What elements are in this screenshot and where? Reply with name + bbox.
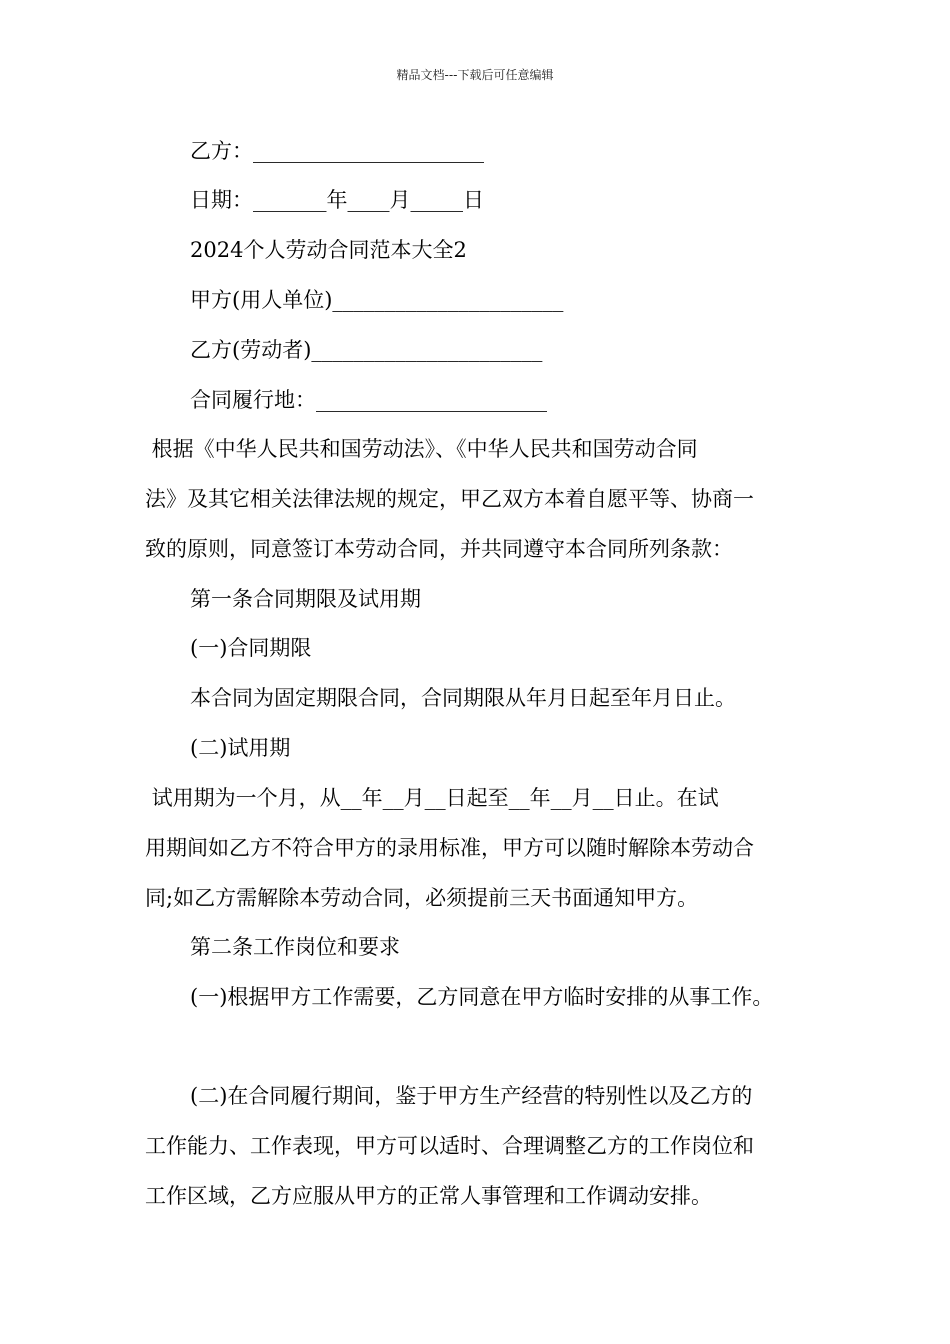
probation-paragraph-line-2: 用期间如乙方不符合甲方的录用标准，甲方可以随时解除本劳动合: [145, 836, 754, 860]
date-line: 日期：_______年____月_____日: [190, 188, 484, 212]
intro-paragraph-line-1: 根据《中华人民共和国劳动法》、《中华人民共和国劳动合同: [145, 437, 698, 461]
job-requirement-item-2-line-2: 工作能力、工作表现，甲方可以适时、合理调整乙方的工作岗位和: [145, 1134, 754, 1158]
document-title: 2024个人劳动合同范本大全2: [190, 238, 467, 262]
job-requirement-item-1: (一)根据甲方工作需要，乙方同意在甲方临时安排的从事工作。: [190, 985, 774, 1009]
article-2-heading: 第二条工作岗位和要求: [190, 935, 400, 959]
probation-paragraph-line-1: 试用期为一个月，从__年__月__日起至__年__月__日止。在试: [145, 786, 719, 810]
place-of-performance-line: 合同履行地：______________________: [190, 388, 547, 412]
party-a-employer-line: 甲方(用人单位)______________________: [190, 288, 564, 312]
page-header: 精品文档---下载后可任意编辑: [396, 68, 554, 82]
section-probation-heading: (二)试用期: [190, 736, 291, 760]
article-1-heading: 第一条合同期限及试用期: [190, 587, 421, 611]
party-b-worker-line: 乙方(劳动者)______________________: [190, 338, 543, 362]
job-requirement-item-2-line-1: (二)在合同履行期间，鉴于甲方生产经营的特别性以及乙方的: [190, 1084, 753, 1108]
party-b-signature-line: 乙方：______________________: [190, 139, 484, 163]
probation-paragraph-line-3: 同;如乙方需解除本劳动合同，必须提前三天书面通知甲方。: [145, 886, 699, 910]
section-contract-term-heading: (一)合同期限: [190, 636, 312, 660]
contract-term-text: 本合同为固定期限合同，合同期限从年月日起至年月日止。: [190, 686, 736, 710]
intro-paragraph-line-2: 法》及其它相关法律法规的规定，甲乙双方本着自愿平等、协商一: [145, 487, 754, 511]
job-requirement-item-2-line-3: 工作区域，乙方应服从甲方的正常人事管理和工作调动安排。: [145, 1184, 712, 1208]
intro-paragraph-line-3: 致的原则，同意签订本劳动合同，并共同遵守本合同所列条款：: [145, 537, 733, 561]
